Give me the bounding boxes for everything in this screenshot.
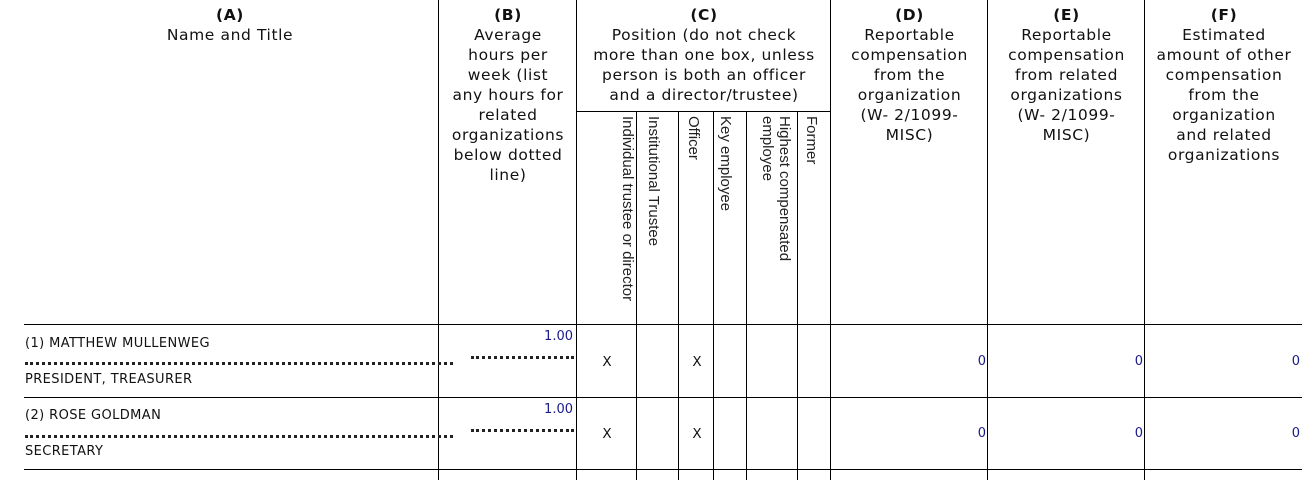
c-sub-divider — [713, 111, 714, 480]
dotted-line — [471, 356, 574, 359]
amount-d: 0 — [977, 354, 986, 369]
amount-f: 0 — [1291, 426, 1300, 441]
col-divider-b-c — [576, 0, 577, 480]
sub-former: Former — [803, 116, 820, 165]
col-divider-c-d — [830, 0, 831, 480]
c-sub-divider — [678, 111, 679, 480]
person-name: (1) MATTHEW MULLENWEG — [25, 336, 210, 351]
col-c-header: (C) Position (do not check more than one box, unless person is both an officer and a director/trustee) — [593, 6, 815, 104]
hours-value: 1.00 — [544, 402, 573, 417]
check-officer: X — [692, 354, 702, 370]
col-d-header: (D) Reportable compensation from the organization (W- 2/1099- MISC) — [851, 6, 968, 144]
sub-highest-compensated: Highest compensated employee — [759, 116, 793, 262]
col-e-header: (E) Reportable compensation from related organizations (W- 2/1099- MISC) — [1008, 6, 1125, 144]
row-divider — [24, 397, 1302, 398]
c-sub-header-line — [576, 111, 830, 112]
table-row-bottom-line — [24, 469, 1302, 470]
sub-officer: Officer — [685, 116, 702, 160]
header-bottom-line — [24, 324, 1302, 325]
dotted-line — [25, 435, 453, 438]
col-b-header: (B) Average hours per week (list any hours for related organizations below dotted line) — [451, 6, 565, 184]
check-individual-trustee: X — [602, 426, 612, 442]
c-sub-divider — [746, 111, 747, 480]
dotted-line — [25, 362, 453, 365]
sub-institutional-trustee: Institutional Trustee — [645, 116, 662, 247]
col-divider-e-f — [1144, 0, 1145, 480]
person-title: PRESIDENT, TREASURER — [25, 372, 193, 387]
c-sub-divider — [636, 111, 637, 480]
check-officer: X — [692, 426, 702, 442]
sub-key-employee: Key employee — [717, 116, 734, 212]
person-name: (2) ROSE GOLDMAN — [25, 408, 162, 423]
hours-value: 1.00 — [544, 329, 573, 344]
sub-individual-trustee: Individual trustee or director — [619, 116, 636, 302]
person-title: SECRETARY — [25, 444, 104, 459]
col-divider-d-e — [987, 0, 988, 480]
amount-d: 0 — [977, 426, 986, 441]
amount-f: 0 — [1291, 354, 1300, 369]
check-individual-trustee: X — [602, 354, 612, 370]
c-sub-divider — [797, 111, 798, 480]
amount-e: 0 — [1134, 354, 1143, 369]
col-f-header: (F) Estimated amount of other compensation from the organization and related organizations — [1156, 6, 1292, 164]
dotted-line — [471, 429, 574, 432]
amount-e: 0 — [1134, 426, 1143, 441]
col-divider-a-b — [438, 0, 439, 480]
col-a-header: (A) Name and Title — [166, 6, 294, 44]
